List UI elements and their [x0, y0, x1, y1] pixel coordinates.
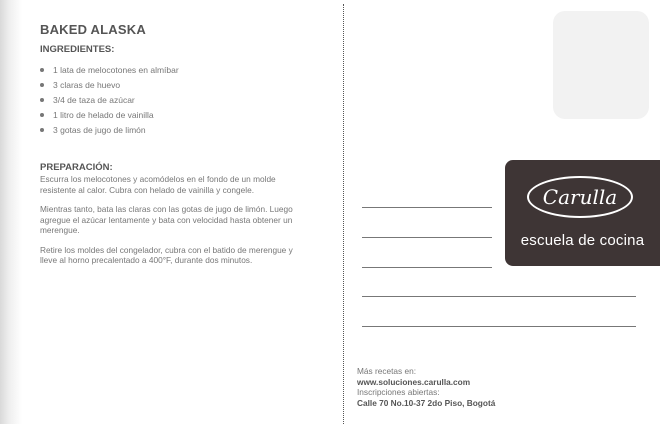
address-line — [362, 207, 492, 208]
preparation-step: Mientras tanto, bata las claras con las gotas de jugo de limón. Luego agregue el azúcar lentamente y bata con velocidad hasta obtener un merengue. — [40, 204, 293, 235]
footer-info — [357, 366, 495, 408]
more-recipes-label: Más recetas en: — [357, 366, 417, 376]
enrollment-label: Inscripciones abiertas: — [357, 387, 440, 397]
brand-logo-block — [505, 160, 660, 266]
preparation-steps — [40, 174, 310, 275]
ingredient-item: 1 litro de helado de vainilla — [40, 109, 179, 124]
address-line — [362, 296, 636, 297]
address-line — [362, 237, 492, 238]
perforation-divider — [343, 4, 344, 424]
ingredient-item: 3/4 de taza de azúcar — [40, 94, 179, 109]
ingredients-list — [40, 64, 179, 139]
website-link[interactable]: www.soluciones.carulla.com — [357, 376, 471, 387]
address-text: Calle 70 No.10-37 2do Piso, Bogotá — [357, 397, 496, 408]
ingredients-heading: INGREDIENTES: — [40, 44, 115, 55]
address-line — [362, 267, 492, 268]
ingredient-item: 3 claras de huevo — [40, 79, 179, 94]
ingredient-item: 1 lata de melocotones en almíbar — [40, 64, 179, 79]
stamp-box — [553, 11, 649, 119]
preparation-heading: PREPARACIÓN: — [40, 162, 113, 173]
preparation-step: Retire los moldes del congelador, cubra con el batido de merengue y lleve al horno precalentado a 400°F, durante dos minutos. — [40, 244, 293, 265]
brand-subtitle: escuela de cocina — [520, 232, 645, 249]
ingredient-item: 3 gotas de jugo de limón — [40, 124, 179, 139]
recipe-title: BAKED ALASKA — [40, 22, 146, 37]
logo-text: Carulla — [542, 185, 618, 209]
carulla-logo — [527, 176, 633, 218]
address-line — [362, 326, 636, 327]
page-fold-shadow — [0, 0, 22, 424]
preparation-step: Escurra los melocotones y acomódelos en el fondo de un molde resistente al calor. Cubra con helado de vainilla y congele. — [40, 174, 276, 195]
